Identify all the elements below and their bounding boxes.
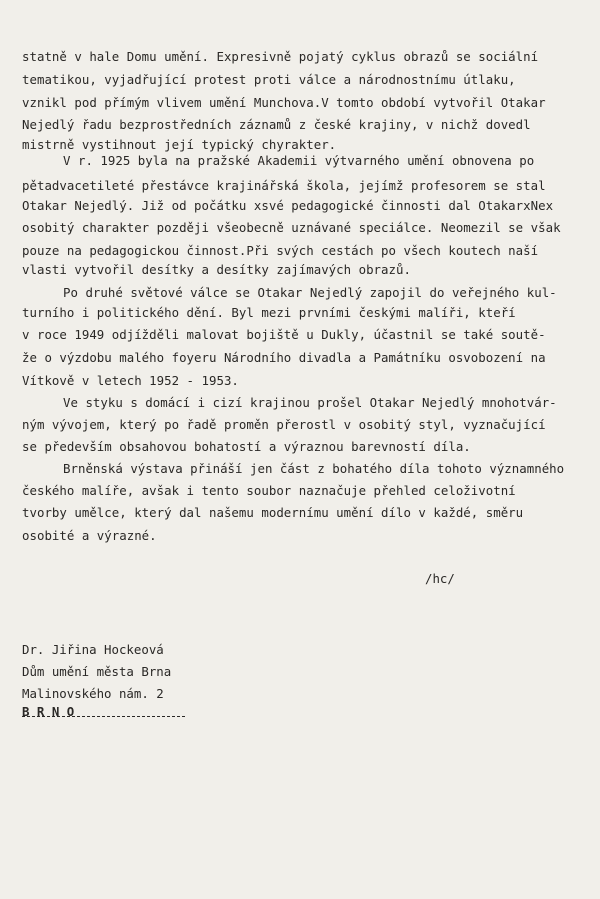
text-line: turního i politického dění. Byl mezi prvními českými malíři, kteří — [22, 305, 516, 320]
text-line: vznikl pod přímým vlivem umění Munchova.V tomto období vytvořil Otakar — [22, 95, 546, 110]
text-line: tematikou, vyjadřující protest proti válce a národnostnímu útlaku, — [22, 72, 516, 87]
text-line: statně v hale Domu umění. Expresivně pojatý cyklus obrazů se sociální — [22, 49, 539, 64]
text-line: Brněnská výstava přináší jen část z bohatého díla tohoto významného — [63, 461, 565, 476]
signature-underline — [22, 716, 185, 717]
signature-street: Malinovského nám. 2 — [22, 686, 164, 701]
text-line: že o výzdobu malého foyeru Národního divadla a Památníku osvobození na — [22, 350, 546, 365]
text-line: osobitý charakter později všeobecně uznávané speciálce. Neomezil se však — [22, 220, 561, 235]
signature-institution: Dům umění města Brna — [22, 664, 172, 679]
text-line: osobité a výrazné. — [22, 528, 157, 543]
text-line: ným vývojem, který po řadě proměn přerostl v osobitý styl, vyznačující — [22, 417, 546, 432]
author-initials: /hc/ — [425, 571, 455, 586]
text-line: vlasti vytvořil desítky a desítky zajímavých obrazů. — [22, 262, 411, 277]
text-line: tvorby umělce, který dal našemu modernímu umění dílo v každé, směru — [22, 505, 524, 520]
signature-city: B R N O — [22, 704, 75, 719]
text-line: V r. 1925 byla na pražské Akademii výtvarného umění obnovena po — [63, 153, 535, 168]
text-line: pouze na pedagogickou činnost.Při svých cestách po všech koutech naší — [22, 243, 539, 258]
text-line: Nejedlý řadu bezprostředních záznamů z české krajiny, v nichž dovedl — [22, 117, 531, 132]
text-line: českého malíře, avšak i tento soubor naznačuje přehled celoživotní — [22, 483, 516, 498]
signature-name: Dr. Jiřina Hockeová — [22, 642, 164, 657]
text-line: Vítkově v letech 1952 - 1953. — [22, 373, 239, 388]
text-line: pětadvacetileté přestávce krajinářská škola, jejímž profesorem se stal — [22, 178, 546, 193]
text-line: v roce 1949 odjížděli malovat bojiště u Dukly, účastnil se také soutě- — [22, 327, 546, 342]
text-line: mistrně vystihnout její typický chyrakter. — [22, 137, 337, 152]
text-line: Ve styku s domácí i cizí krajinou prošel Otakar Nejedlý mnohotvár- — [63, 395, 557, 410]
text-line: se především obsahovou bohatostí a výraznou barevností díla. — [22, 439, 471, 454]
text-line: Po druhé světové válce se Otakar Nejedlý zapojil do veřejného kul- — [63, 285, 557, 300]
text-line: Otakar Nejedlý. Již od počátku xsvé pedagogické činnosti dal OtakarxNex — [22, 198, 554, 213]
